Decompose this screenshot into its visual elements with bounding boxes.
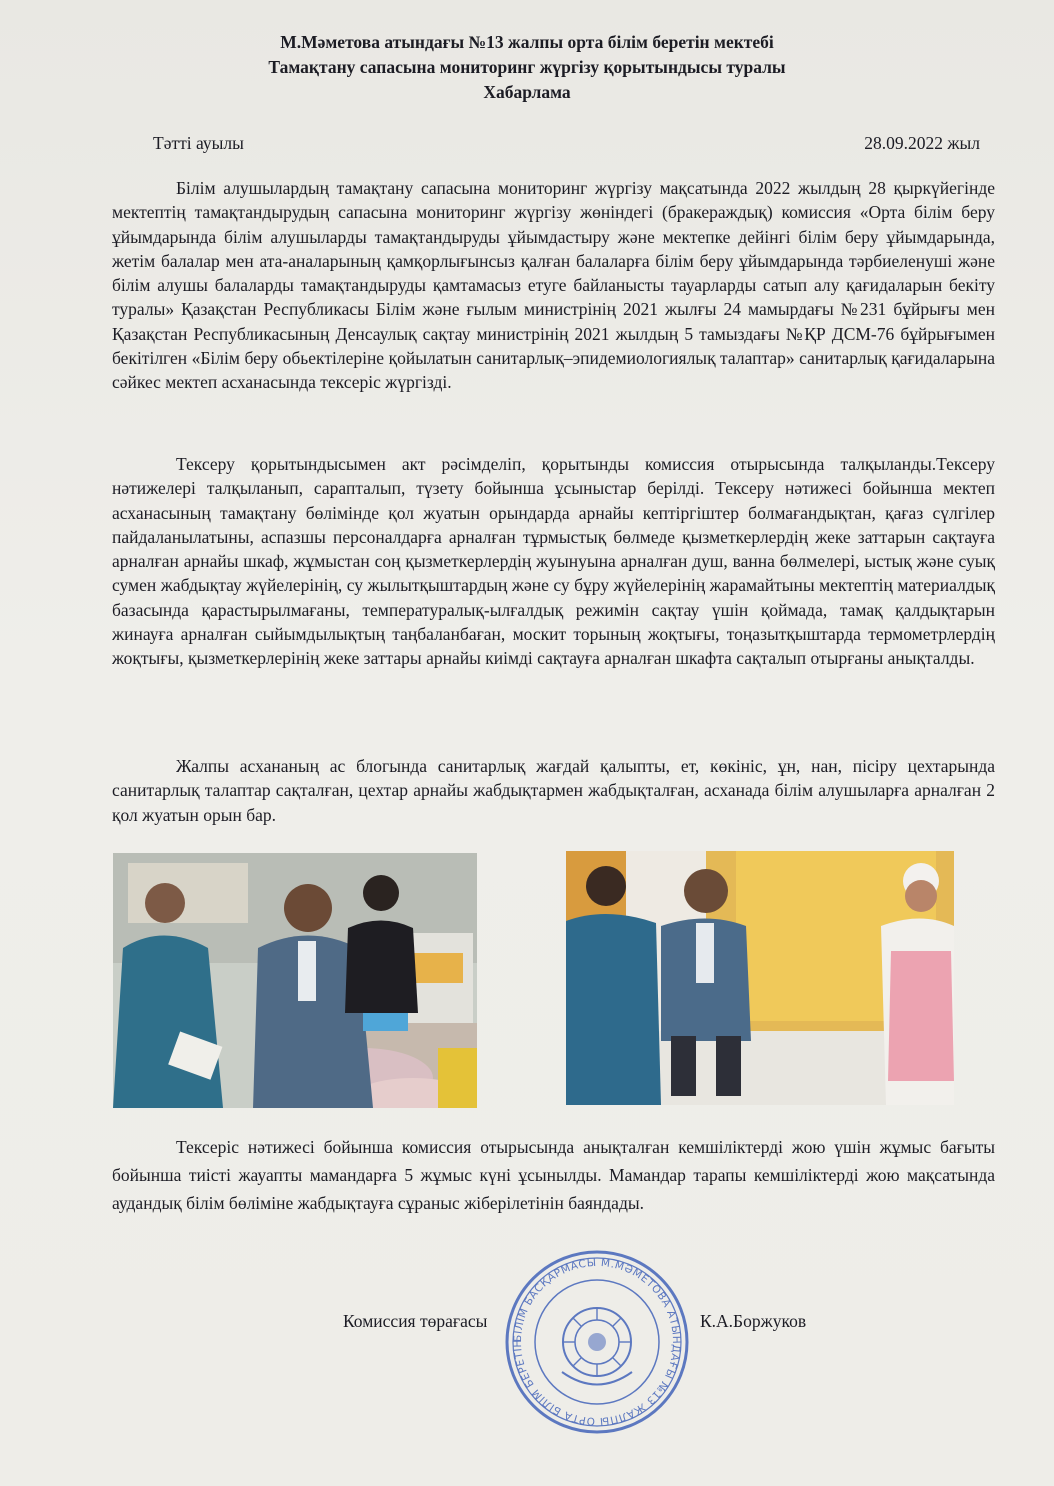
svg-text:БІЛІМ БАСҚАРМАСЫ М.МӘМЕТОВА АТ: БІЛІМ БАСҚАРМАСЫ М.МӘМЕТОВА АТЫНДАҒЫ №13 ЖАЛПЫ ОРТА БІЛІМ БЕРЕТІН <box>511 1256 683 1428</box>
paragraph-findings: Тексеру қорытындысымен акт рәсімделіп, қорытынды комиссия отырысында талқыланды.Тексеру нәтижелері талқыланып, сарапталып, түзету бойынша ұсыныстар берілді. Тексеру нәтижесі бойынша мектеп асханасының тамақтану бөлімінде қол жуатын орындарда арнайы кептіргіштер болмағандықтан, қағаз сүлгілер пайдаланылатыны, аспазшы персоналдарға арналған тұрмыстық бөлмеде қызметкерлердің жеке заттарын сақтауға арналған арнайы шкаф, жұмыстан соң қызметкерлердің жуынуына арналған душ, ванна бөлмелері, ыстық және суық сумен жабдықтау жүйелерінің, су жылытқыштардың және су бұру жүйелерінің жарамайтыны мектептің материалдық базасында қарастырылмағаны, температуралық-ылғалдық режимін сақтау үшін қоймада, тамақ қалдықтарын жинауға арналған сыйымдылықтың таңбаланбаған, москит торының жоқтығы, тоңазытқыштарда термометрлердің жоқтығы, қызметкерлерінің жеке заттары арнайы киімді сақтауға арналған шкафта сақталып отырғаны анықталды. <box>112 454 995 669</box>
paragraph-general-state: Жалпы асхананың ас блогында санитарлық жағдай қалыпты, ет, көкініс, ұн, нан, пісіру цехтарында санитарлық талаптар сақталған, цехтар арнайы жабдықтармен жабдықталған, асханада білім алушыларға арналған 2 қол жуатын орын бар. <box>112 756 995 825</box>
paragraph-intro: Білім алушылардың тамақтану сапасына мониторинг жүргізу мақсатында 2022 жылдың 28 қыркүйегінде мектептің тамақтандырудың сапасына мониторинг жүргізу жөніндегі (бракераждық) комиссия «Орта білім беру ұйымдарында білім алушыларды тамақтандыруды ұйымдастыру және мектепке дейінгі білім беру ұйымдарында, жетім балалар мен ата-аналарының қамқорлығынсыз қалған балаларға білім беру ұйымдарында тәрбиеленуші және білім алушы балаларды тамақтандыруды қамтамасыз етуге байланысты тауарларды сатып алу қағидаларын бекіту туралы» Қазақстан Республикасы Білім және ғылым министрінің 2021 жылғы 24 мамырдағы №231 бұйрығы мен Қазақстан Республикасының Денсаулық сақтау министрінің 2021 жылдың 5 тамыздағы №ҚР ДСМ-76 бұйрығымен бекітілген «Білім беру обьектілеріне қойылатын санитарлық–эпидемиологиялық талаптар» санитарлық қағидаларына сәйкес мектеп асханасында тексеріс жүргізді. <box>112 178 995 393</box>
school-name: М.Мәметова атындағы №13 жалпы орта білім беретін мектебі <box>280 32 774 52</box>
place-name: Тәтті ауылы <box>153 133 244 153</box>
official-stamp <box>502 1247 692 1437</box>
report-subject: Тамақтану сапасына мониторинг жүргізу қорытындысы туралы <box>268 57 786 77</box>
signature-label: Комиссия төрағасы <box>343 1311 488 1331</box>
signatory-name: К.А.Боржуков <box>700 1311 807 1331</box>
inspection-photo-corridor <box>566 851 954 1105</box>
paragraph-conclusion: Тексеріс нәтижесі бойынша комиссия отырысында анықталған кемшіліктерді жою үшін жұмыс бағыты бойынша тиісті жауапты мамандарға 5 жұмыс күні ұсынылды. Мамандар тарапы кемшіліктерді жою мақсатында аудандық білім бөліміне жабдықтауға сұраныс жіберілетінін баяндады. <box>112 1137 995 1213</box>
document-header <box>0 30 1054 105</box>
document-date: 28.09.2022 жыл <box>864 133 980 153</box>
document-title: Хабарлама <box>483 82 571 102</box>
inspection-photo-kitchen <box>113 853 477 1108</box>
